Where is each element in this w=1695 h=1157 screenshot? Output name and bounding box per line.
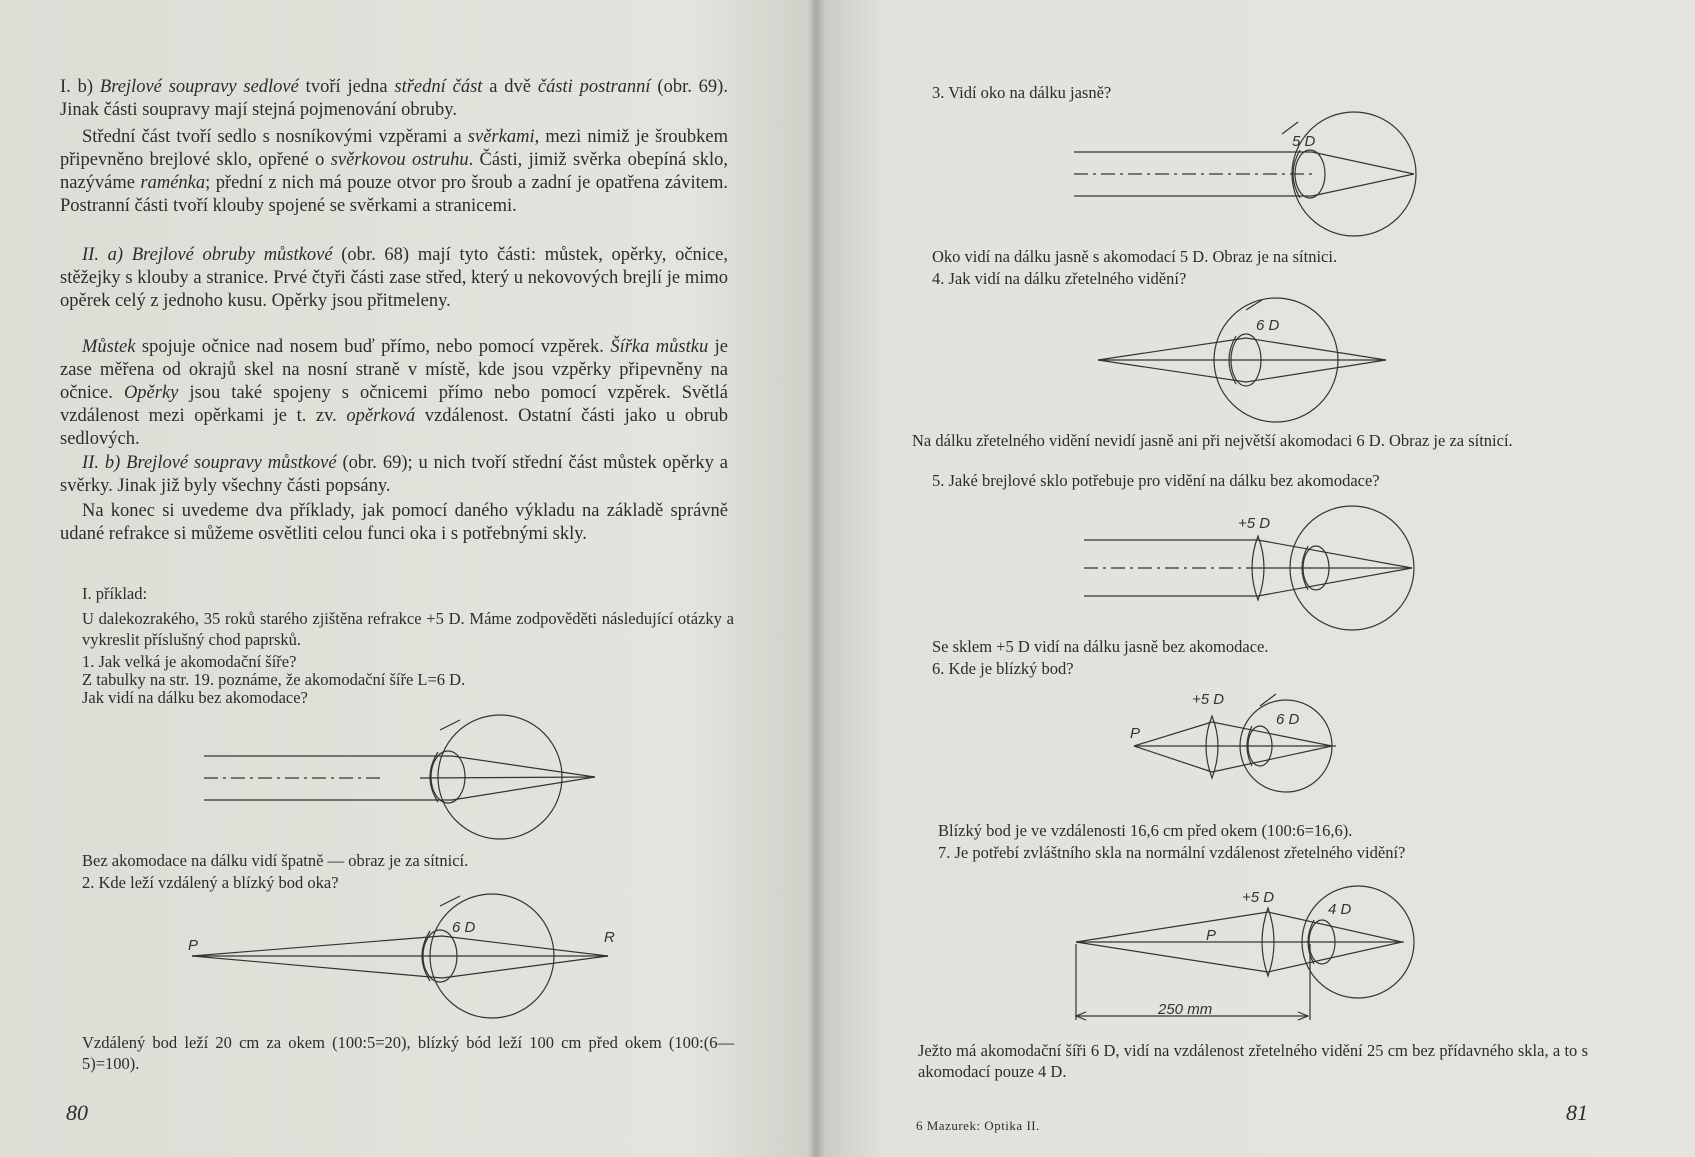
book-spine xyxy=(808,0,824,1157)
answer-1a: Z tabulky na str. 19. poznáme, že akomodační šíře L=6 D. xyxy=(82,670,466,689)
caption-2: Vzdálený bod leží 20 cm za okem (100:5=20), blízký bód leží 100 cm před okem (100:(6—5)=100). xyxy=(82,1033,734,1073)
question-1: 1. Jak velká je akomodační šíře? xyxy=(82,652,297,671)
figure-eye-far-accommodation xyxy=(1072,116,1442,251)
caption-5: Se sklem +5 D vidí na dálku jasně bez akomodace. xyxy=(932,637,1269,656)
paragraph-mustkove-soupravy: II. b) Brejlové soupravy můstkové (obr. 69); u nich tvoří střední část můstek opěrky a svěrky. Jinak již byly všechny části popsány. xyxy=(60,453,728,496)
footer-signature: 6 Mazurek: Optika II. xyxy=(916,1118,1040,1133)
label-5d: 5 D xyxy=(1292,133,1316,150)
figure-eye-points xyxy=(180,898,640,1028)
label-eye-6d: 6 D xyxy=(1276,711,1300,728)
paragraph-sedlove: I. b) Brejlové soupravy sedlové tvoří jedna střední část a dvě části postranní (obr. 69). Jinak části soupravy mají stejná pojmenování obruby. xyxy=(60,77,728,120)
figure-eye-no-accommodation xyxy=(190,720,610,850)
figure-eye-near-vision xyxy=(1096,296,1496,436)
question-7: 7. Je potřebí zvláštního skla na normální vzdálenost zřetelného vidění? xyxy=(938,843,1406,862)
question-3: 3. Vidí oko na dálku jasně? xyxy=(932,83,1112,102)
question-6: 6. Kde je blízký bod? xyxy=(932,659,1074,678)
paragraph-stredni-cast: Střední část tvoří sedlo s nosníkovými vzpěrami a svěrkami, mezi nimiž je šroubkem připevněno brejlové sklo, opřené o svěrkovou ostruhu. Části, jimiž svěrka obepíná sklo, nazýváme raménka; přední z nich má pouze otvor pro šroub a zadní je opatřena závitem. Postranní části tvoří klouby spojené se svěrkami a stranicemi. xyxy=(60,127,728,216)
page-number-right: 81 xyxy=(1566,1100,1588,1125)
paragraph-mustek: Můstek spojuje očnice nad nosem buď přímo, nebo pomocí vzpěrek. Šířka můstku je zase měřena od okrajů skel na nosní straně v místě, kde jsou vzpěrky připevněny na očnice. Opěrky jsou také spojeny s očnicemi přímo nebo pomocí vzpěrek. Světlá vzdálenost mezi opěrkami je t. zv. opěrková vzdálenost. Ostatní části jako u obrub sedlových. xyxy=(60,337,728,449)
example-title: I. příklad: xyxy=(82,584,148,603)
label-near-point: P xyxy=(1130,725,1141,742)
label-p: P xyxy=(188,937,199,954)
label-6d-right: 6 D xyxy=(1256,317,1280,334)
label-6d: 6 D xyxy=(452,919,476,936)
label-p-right: P xyxy=(1206,927,1217,944)
question-2: 2. Kde leží vzdálený a blízký bod oka? xyxy=(82,873,339,892)
caption-6: Blízký bod je ve vzdálenosti 16,6 cm před okem (100:6=16,6). xyxy=(938,821,1353,840)
caption-3: Oko vidí na dálku jasně s akomodací 5 D. Obraz je na sítnici. xyxy=(932,247,1338,266)
label-250mm: 250 mm xyxy=(1158,1001,1213,1018)
paragraph-priklady: Na konec si uvedeme dva příklady, jak pomocí daného výkladu na základě správně udané refrakce si můžeme osvětliti celou funci oka i s potřebnými skly. xyxy=(60,501,728,544)
caption-4: Na dálku zřetelného vidění nevidí jasně ani při největší akomodaci 6 D. Obraz je za sítnicí. xyxy=(912,431,1513,450)
paragraph-mustkove-obruby: II. a) Brejlové obruby můstkové (obr. 68) mají tyto části: můstek, opěrky, očnice, stěžejky s klouby a stranice. Prvé čtyři části zase střed, který u nekovových brejlí je mimo opěrek celý z jednoho kusu. Opěrky jsou přitmeleny. xyxy=(60,245,728,311)
figure-eye-near-point xyxy=(1126,688,1446,808)
label-lens-plus-5d-2: +5 D xyxy=(1242,889,1275,906)
figure-eye-reading-distance xyxy=(1072,884,1492,1024)
label-plus-5d: +5 D xyxy=(1238,515,1271,532)
question-5: 5. Jaké brejlové sklo potřebuje pro vidění na dálku bez akomodace? xyxy=(932,471,1380,490)
label-eye-4d: 4 D xyxy=(1328,901,1352,918)
figure-eye-with-lens xyxy=(1082,514,1462,644)
question-4: 4. Jak vidí na dálku zřetelného vidění? xyxy=(932,269,1187,288)
answer-1b: Jak vidí na dálku bez akomodace? xyxy=(82,688,308,707)
page-number-left: 80 xyxy=(66,1100,88,1125)
paragraph-refrakce: U dalekozrakého, 35 roků starého zjištěna refrakce +5 D. Máme zodpověděti následující otázky a vykreslit příslušný chod paprsků. xyxy=(82,609,734,649)
label-r: R xyxy=(604,929,615,946)
label-lens-plus-5d: +5 D xyxy=(1192,691,1225,708)
caption-7: Ježto má akomodační šíři 6 D, vidí na vzdálenost zřetelného vidění 25 cm bez přídavného skla, a to s akomodací pouze 4 D. xyxy=(918,1041,1588,1081)
caption-1: Bez akomodace na dálku vidí špatně — obraz je za sítnicí. xyxy=(82,851,469,870)
